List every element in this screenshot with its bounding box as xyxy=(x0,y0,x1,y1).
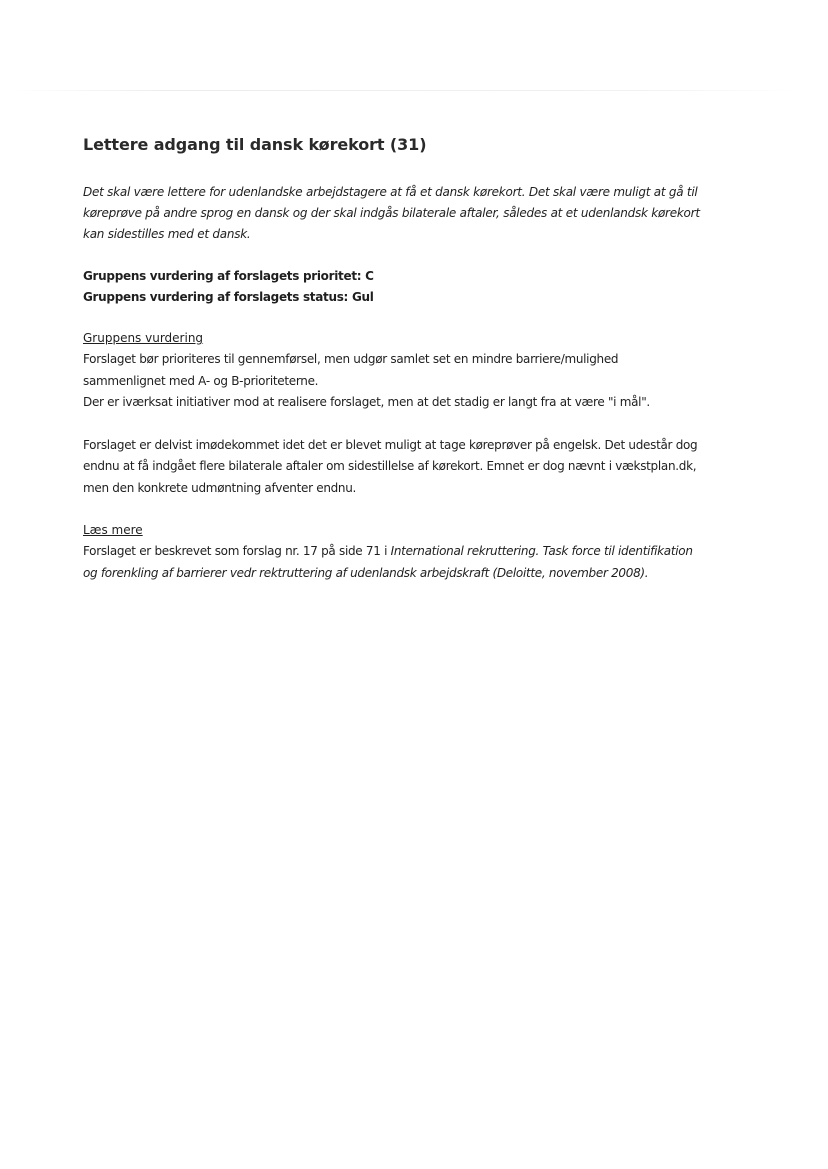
spacer xyxy=(83,414,733,435)
laes-mere-prefix: Forslaget er beskrevet som forslag nr. 17 på side 71 i xyxy=(83,544,391,558)
vurdering-line-1: Forslaget bør prioriteres til gennemførsel, men udgør samlet set en mindre barriere/mulighed xyxy=(83,352,619,366)
status-line: Gruppens vurdering af forslagets status: Gul xyxy=(83,290,374,304)
priority-line: Gruppens vurdering af forslagets prioritet: C xyxy=(83,269,374,283)
laes-mere-section xyxy=(83,520,733,584)
document-content xyxy=(83,135,733,584)
status-text-line-2: endnu at få indgået flere bilaterale aftaler om sidestillelse af kørekort. Emnet er dog nævnt i vækstplan.dk, xyxy=(83,459,697,473)
laes-mere-heading: Læs mere xyxy=(83,523,143,537)
report-title-part-1: International rekruttering. Task force til identifikation xyxy=(390,544,693,558)
status-text-line-3: men den konkrete udmøntning afventer endnu. xyxy=(83,480,357,495)
status-text-line-1: Forslaget er delvist imødekommet idet det er blevet muligt at tage køreprøver på engelsk. Det udestår dog xyxy=(83,437,698,452)
report-title-part-2: og forenkling af barrierer vedr rektruttering af udenlandsk arbejdskraft (Deloitte, november 2008). xyxy=(83,565,649,580)
vurdering-line-2: sammenlignet med A- og B-prioriteterne. xyxy=(83,373,319,388)
intro-line-3: kan sidestilles med et dansk. xyxy=(83,227,251,241)
status-section xyxy=(83,435,733,500)
intro-paragraph xyxy=(83,182,733,245)
vurdering-section xyxy=(83,328,733,414)
assessment-block xyxy=(83,266,733,308)
vurdering-heading: Gruppens vurdering xyxy=(83,331,204,345)
laes-mere-line-1 xyxy=(83,541,733,563)
intro-line-1: Det skal være lettere for udenlandske arbejdstagere at få et dansk kørekort. Det skal være muligt at gå til xyxy=(83,185,698,199)
spacer xyxy=(83,499,733,520)
vurdering-line-3: Der er iværksat initiativer mod at realisere forslaget, men at det stadig er langt fra at være "i mål". xyxy=(83,395,650,409)
page-title: Lettere adgang til dansk kørekort (31) xyxy=(83,135,427,154)
intro-line-2: køreprøve på andre sprog en dansk og der skal indgås bilaterale aftaler, således at et udenlandsk kørekort xyxy=(83,206,700,220)
scan-artifact-line xyxy=(10,90,800,91)
